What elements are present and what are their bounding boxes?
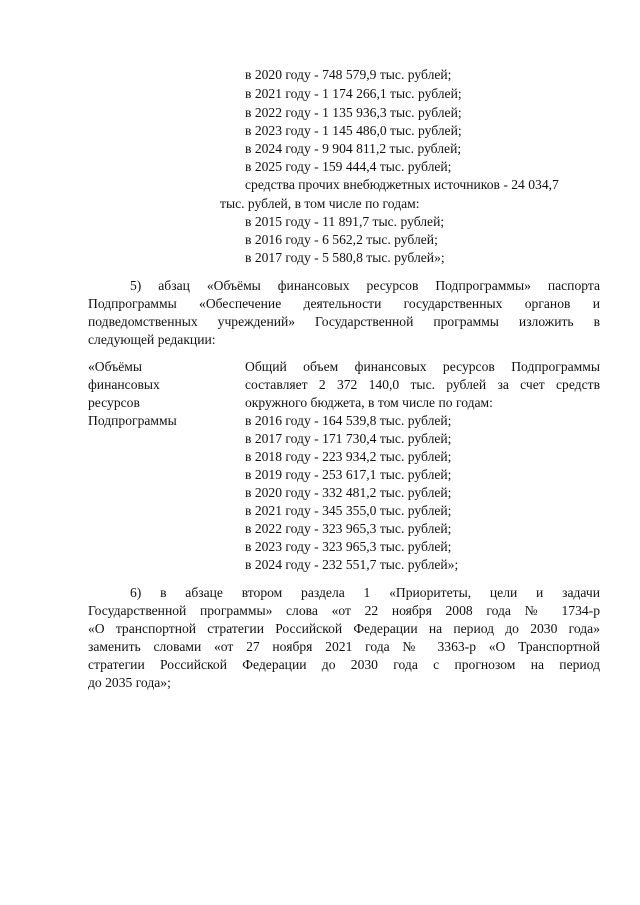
paragraph-line: стратегии Российской Федерации до 2030 года с прогнозом на период — [88, 657, 600, 672]
label-line: «Объёмы — [88, 359, 142, 374]
year-line: в 2023 году - 323 965,3 тыс. рублей; — [245, 539, 452, 554]
year-line: в 2015 году - 11 891,7 тыс. рублей; — [245, 214, 445, 229]
extrabudget-line: средства прочих внебюджетных источников - 24 034,7 — [245, 177, 559, 192]
label-line: Подпрограммы — [88, 413, 177, 428]
paragraph-line: следующей редакции: — [88, 332, 216, 347]
year-line: в 2020 году - 332 481,2 тыс. рублей; — [245, 485, 452, 500]
year-line: в 2025 году - 159 444,4 тыс. рублей; — [245, 159, 452, 174]
content-line: составляет 2 372 140,0 тыс. рублей за счет средств — [245, 377, 600, 392]
paragraph-line: до 2035 года»; — [88, 675, 171, 690]
year-line: в 2018 году - 223 934,2 тыс. рублей; — [245, 449, 452, 464]
year-line: в 2017 году - 5 580,8 тыс. рублей»; — [245, 250, 445, 265]
year-line: в 2021 году - 1 174 266,1 тыс. рублей; — [245, 86, 462, 101]
paragraph-line: Подпрограммы «Обеспечение деятельности государственных органов и — [88, 296, 600, 311]
year-line: в 2016 году - 6 562,2 тыс. рублей; — [245, 232, 438, 247]
paragraph-line: 6) в абзаце втором раздела 1 «Приоритеты, цели и задачи — [130, 585, 600, 600]
year-line: в 2022 году - 323 965,3 тыс. рублей; — [245, 521, 452, 536]
content-line: Общий объем финансовых ресурсов Подпрограммы — [245, 359, 600, 374]
year-line: в 2023 году - 1 145 486,0 тыс. рублей; — [245, 123, 462, 138]
paragraph-line: 5) абзац «Объёмы финансовых ресурсов Подпрограммы» паспорта — [130, 278, 600, 293]
extrabudget-line: тыс. рублей, в том числе по годам: — [220, 196, 420, 211]
year-line: в 2024 году - 9 904 811,2 тыс. рублей; — [245, 141, 462, 156]
paragraph-line: подведомственных учреждений» Государственной программы изложить в — [88, 314, 600, 329]
year-line: в 2017 году - 171 730,4 тыс. рублей; — [245, 431, 452, 446]
year-line: в 2024 году - 232 551,7 тыс. рублей»; — [245, 557, 459, 572]
year-line: в 2021 году - 345 355,0 тыс. рублей; — [245, 503, 452, 518]
year-line: в 2022 году - 1 135 936,3 тыс. рублей; — [245, 105, 462, 120]
year-line: в 2019 году - 253 617,1 тыс. рублей; — [245, 467, 452, 482]
year-line: в 2020 году - 748 579,9 тыс. рублей; — [245, 67, 452, 82]
paragraph-line: «О транспортной стратегии Российской Федерации на период до 2030 года» — [88, 621, 600, 636]
label-line: финансовых — [88, 377, 160, 392]
content-line: окружного бюджета, в том числе по годам: — [245, 395, 493, 410]
label-line: ресурсов — [88, 395, 140, 410]
paragraph-line: заменить словами «от 27 ноября 2021 года № 3363-р «О Транспортной — [88, 639, 600, 654]
paragraph-line: Государственной программы» слова «от 22 ноября 2008 года № 1734-р — [88, 603, 600, 618]
year-line: в 2016 году - 164 539,8 тыс. рублей; — [245, 413, 452, 428]
